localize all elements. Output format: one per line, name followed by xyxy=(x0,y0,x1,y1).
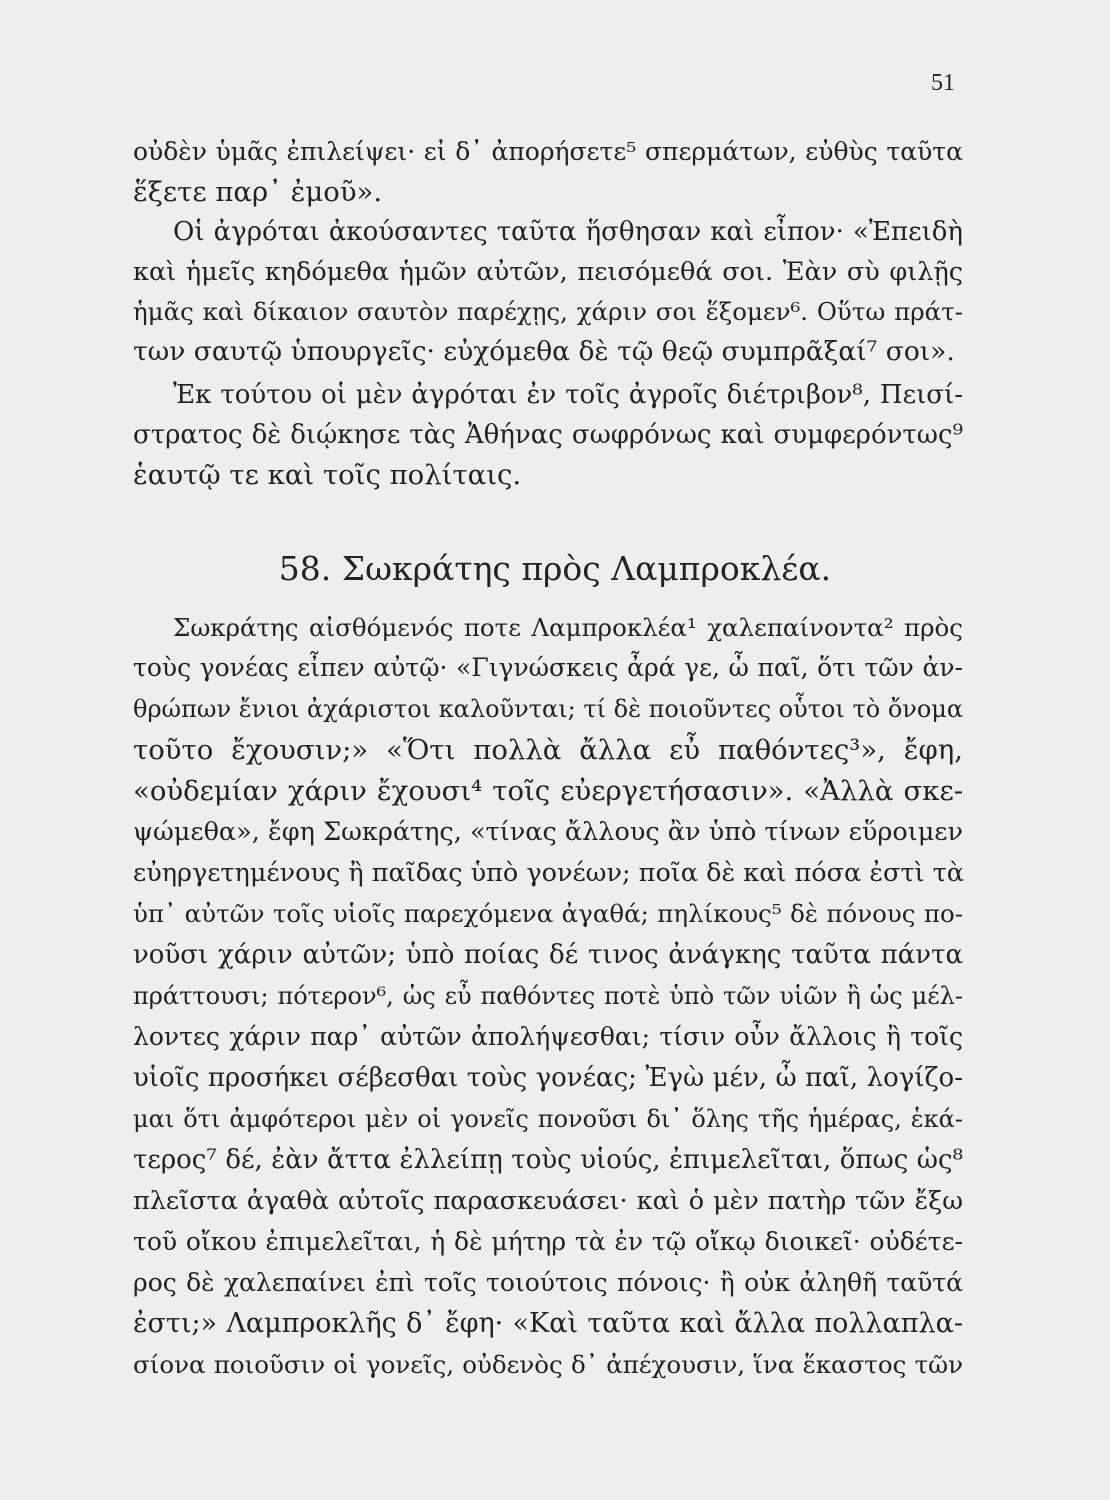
text-line: τοὺς γονέας εἶπεν αὐτῷ· «Γιγνώσκεις ἆρά γε, ὦ παῖ, ὅτι τῶν ἀν- xyxy=(133,653,963,682)
text-line: Σωκράτης αἰσθόμενός ποτε Λαμπροκλέα¹ χαλεπαίνοντα² πρὸς xyxy=(173,613,963,642)
text-line: νοῦσι χάριν αὐτῶν; ὑπὸ ποίας δέ τινος ἀνάγκης ταῦτα πάντα xyxy=(133,940,963,970)
section-title: 58. Σωκράτης πρὸς Λαμπροκλέα. xyxy=(278,549,832,588)
text-line: τερος⁷ δέ, ἐὰν ἄττα ἐλλείπῃ τοὺς υἱούς, ἐπιμελεῖται, ὅπως ὡς⁸ xyxy=(133,1145,963,1175)
text-line: οὐδὲν ὑμᾶς ἐπιλείψει· εἰ δ᾽ ἀπορήσετε⁵ σπερμάτων, εὐθὺς ταῦτα xyxy=(133,137,963,166)
text-line: υἱοῖς προσήκει σέβεσθαι τοὺς γονέας; Ἐγὼ μέν, ὦ παῖ, λογίζο- xyxy=(133,1063,963,1093)
text-line: ψώμεθα», ἔφη Σωκράτης, «τίνας ἄλλους ἂν ὑπὸ τίνων εὕροιμεν xyxy=(133,817,963,847)
text-line: ρος δὲ χαλεπαίνει ἐπὶ τοῖς τοιούτοις πόνοις· ἢ οὐκ ἀληθῆ ταῦτά xyxy=(133,1268,963,1297)
text-line: καὶ ἡμεῖς κηδόμεθα ἡμῶν αὐτῶν, πεισόμεθά σοι. Ἐὰν σὺ φιλῇς xyxy=(133,257,963,287)
text-line: ἑαυτῷ τε καὶ τοῖς πολίταις. xyxy=(133,459,522,491)
text-line: πλεῖστα ἀγαθὰ αὐτοῖς παρασκευάσει· καὶ ὁ μὲν πατὴρ τῶν ἔξω xyxy=(133,1186,963,1216)
text-line: μαι ὅτι ἀμφότεροι μὲν οἱ γονεῖς πονοῦσι δι᾽ ὅλης τῆς ἡμέρας, ἑκά- xyxy=(133,1105,963,1133)
text-line: των σαυτῷ ὑπουργεῖς· εὐχόμεθα δὲ τῷ θεῷ συμπρᾶξαί⁷ σοι». xyxy=(133,336,955,367)
text-line: τοῦτο ἔχουσιν;» «Ὅτι πολλὰ ἄλλα εὖ παθόντες³», ἔφη, xyxy=(133,734,963,766)
text-line: ὑπ᾽ αὐτῶν τοῖς υἱοῖς παρεχόμενα ἀγαθά; πηλίκους⁵ δὲ πόνους πο- xyxy=(133,899,963,928)
text-line: λοντες χάριν παρ᾽ αὐτῶν ἀπολήψεσθαι; τίσιν οὖν ἄλλοις ἢ τοῖς xyxy=(133,1022,963,1051)
text-line: τοῦ οἴκου ἐπιμελεῖται, ἡ δὲ μήτηρ τὰ ἐν τῷ οἴκῳ διοικεῖ· οὐδέτε- xyxy=(133,1227,963,1256)
text-line: ἐστι;» Λαμπροκλῆς δ᾽ ἔφη· «Καὶ ταῦτα καὶ ἄλλα πολλαπλα- xyxy=(133,1308,963,1339)
text-line: ἡμᾶς καὶ δίκαιον σαυτὸν παρέχῃς, χάριν σοι ἕξομεν⁶. Οὕτω πράτ- xyxy=(133,297,963,326)
text-line: εὐηργετημένους ἢ παῖδας ὑπὸ γονέων; ποῖα δὲ καὶ πόσα ἐστὶ τὰ xyxy=(133,858,964,888)
text-line: ἕξετε παρ᾽ ἐμοῦ». xyxy=(133,176,383,208)
page-number: 51 xyxy=(931,70,955,96)
text-line: θρώπων ἔνιοι ἀχάριστοι καλοῦνται; τί δὲ ποιοῦντες οὗτοι τὸ ὄνομα xyxy=(133,695,964,723)
text-line: σίονα ποιοῦσιν οἱ γονεῖς, οὐδενὸς δ᾽ ἀπέχουσιν, ἵνα ἕκαστος τῶν xyxy=(133,1350,963,1379)
text-line: «οὐδεμίαν χάριν ἔχουσι⁴ τοῖς εὐεργετήσασιν». «Ἀλλὰ σκε- xyxy=(133,775,963,807)
text-line: στρατος δὲ διῴκησε τὰς Ἀθήνας σωφρόνως καὶ συμφερόντως⁹ xyxy=(133,420,963,450)
text-line: Οἱ ἀγρόται ἀκούσαντες ταῦτα ἥσθησαν καὶ εἶπον· «Ἐπειδὴ xyxy=(173,217,963,247)
text-line: Ἐκ τούτου οἱ μὲν ἀγρόται ἐν τοῖς ἀγροῖς διέτριβον⁸, Πεισί- xyxy=(173,380,963,410)
text-line: πράττουσι; πότερον⁶, ὡς εὖ παθόντες ποτὲ ὑπὸ τῶν υἱῶν ἢ ὡς μέλ- xyxy=(133,982,963,1010)
